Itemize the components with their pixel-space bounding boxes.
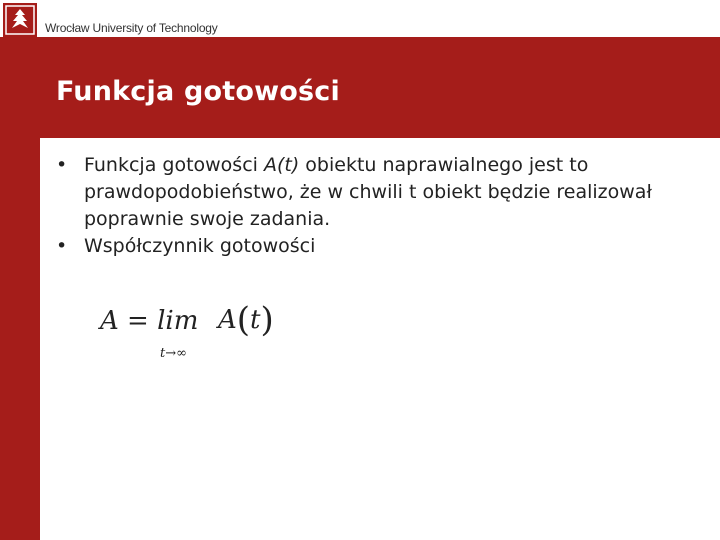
formula-function [218, 300, 274, 340]
university-logo-icon [3, 3, 37, 37]
formula-paren-close: ) [260, 300, 274, 340]
university-name: Wrocław University of Technology [45, 21, 218, 35]
availability-formula [100, 300, 300, 370]
bullet-item-availability-function [56, 152, 706, 233]
formula-variable: t [250, 305, 261, 335]
bullet-marker: • [56, 154, 68, 176]
formula-limit-subscript: t→∞ [160, 346, 187, 361]
bullet-list [56, 152, 706, 260]
bullet-text-end: obiektu naprawialnego jest to prawdopodobieństwo, że w chwili t obiekt będzie realizował poprawnie swoje zadania. [84, 154, 652, 230]
bullet-marker: • [56, 235, 68, 257]
bullet-text-start: Funkcja gotowości [84, 154, 264, 176]
left-accent-bar [0, 37, 40, 540]
bullet-text: Współczynnik gotowości [84, 235, 316, 257]
formula-function-name: A [218, 305, 237, 335]
header-strip [0, 0, 720, 37]
formula-paren-open: ( [236, 300, 251, 340]
slide-title: Funkcja gotowości [56, 76, 340, 107]
formula-lhs: A = lim [100, 306, 199, 336]
bullet-item-availability-coefficient [56, 233, 706, 260]
bullet-text-symbol: A(t) [263, 154, 300, 176]
